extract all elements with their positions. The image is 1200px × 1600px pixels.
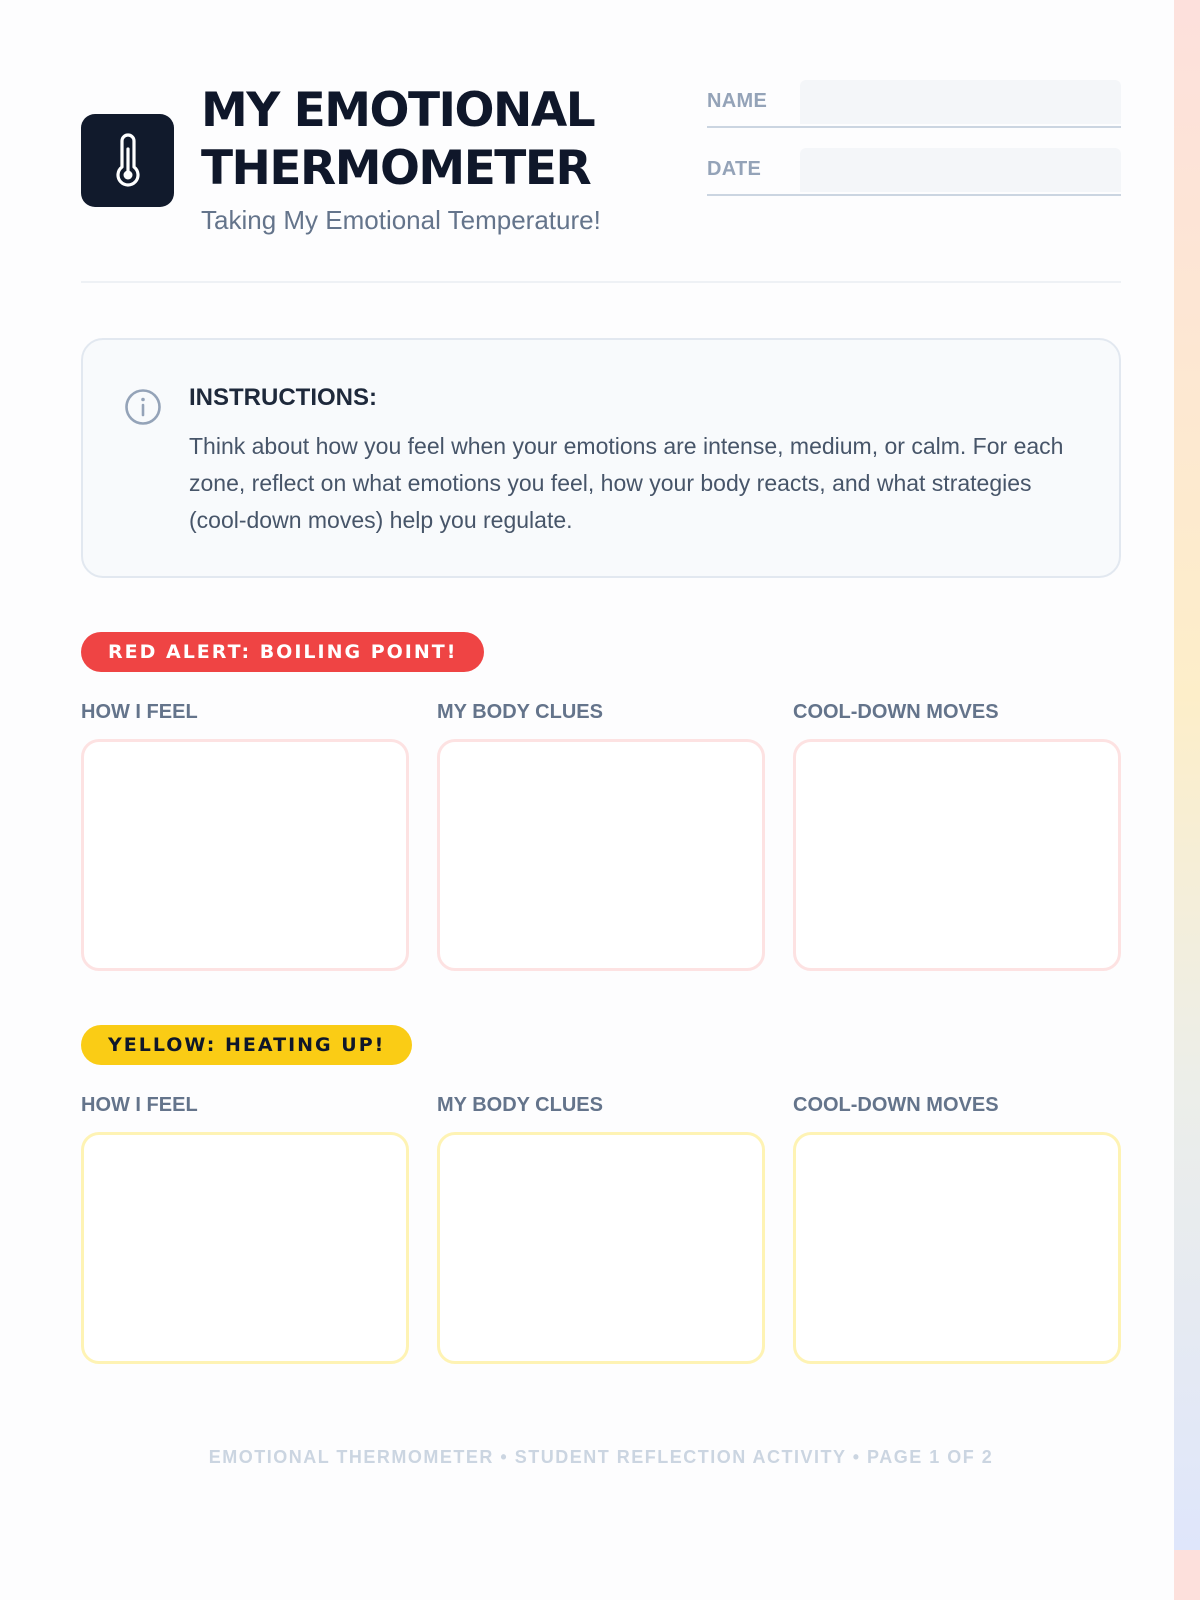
zone-badge-yellow: YELLOW: HEATING UP! [81,1025,412,1065]
date-label: DATE [707,158,762,180]
decorative-side-strip [1174,0,1200,1550]
column-label: MY BODY CLUES [437,1094,603,1116]
page-footer: EMOTIONAL THERMOMETER • STUDENT REFLECTION ACTIVITY • PAGE 1 OF 2 [208,1447,994,1467]
zone-yellow-cooldown-column [793,1091,1121,1364]
instructions-text: Think about how you feel when your emotions are intense, medium, or calm. For each zone, reflect on what emotions you feel, how your body reacts, and what strategies (cool-down moves) help you regulate. [189,433,1064,533]
zone-yellow-feel-column [81,1091,409,1364]
column-label: HOW I FEEL [81,1094,198,1116]
info-icon [124,388,162,426]
yellow-feel-writing-box[interactable] [81,1132,409,1364]
yellow-body-writing-box[interactable] [437,1132,765,1364]
red-feel-writing-box[interactable] [81,739,409,971]
name-input[interactable] [800,80,1121,124]
worksheet-page [81,0,1121,1600]
date-input[interactable] [800,148,1121,192]
zone-red-feel-column [81,698,409,971]
name-label: NAME [707,90,768,112]
decorative-side-strip-bottom [1174,1550,1200,1600]
thermometer-icon [106,133,150,189]
red-body-writing-box[interactable] [437,739,765,971]
zone-yellow-body-column [437,1091,765,1364]
yellow-cooldown-writing-box[interactable] [793,1132,1121,1364]
page-subtitle: Taking My Emotional Temperature! [201,205,601,235]
zone-badge-red: RED ALERT: BOILING POINT! [81,632,484,672]
header-divider [81,281,1121,283]
zone-red-body-column [437,698,765,971]
date-field [707,148,1121,196]
logo-badge [81,114,174,207]
instructions-box [81,338,1121,578]
column-label: COOL-DOWN MOVES [793,701,999,723]
column-label: MY BODY CLUES [437,701,603,723]
red-cooldown-writing-box[interactable] [793,739,1121,971]
instructions-title: INSTRUCTIONS: [189,384,377,411]
zone-red-cooldown-column [793,698,1121,971]
name-field [707,80,1121,128]
column-label: COOL-DOWN MOVES [793,1094,999,1116]
column-label: HOW I FEEL [81,701,198,723]
page-title: MY EMOTIONAL THERMOMETER [201,83,595,196]
worksheet-header [81,0,1121,282]
